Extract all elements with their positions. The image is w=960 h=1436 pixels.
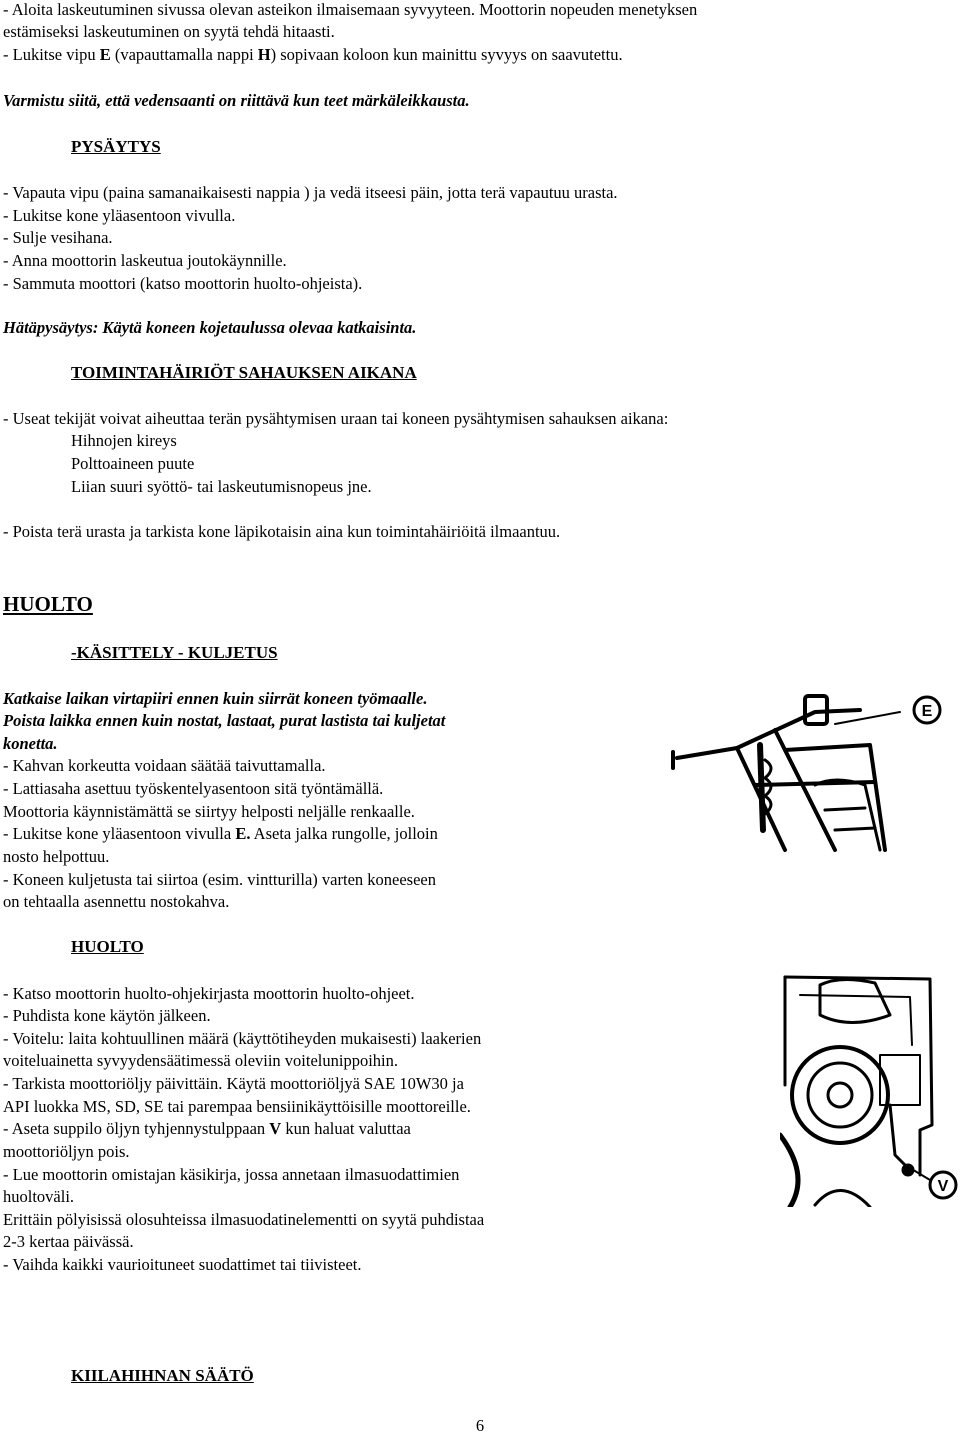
text-line: - Sammuta moottori (katso moottorin huolto-ohjeista). xyxy=(3,274,363,293)
subheading-service: HUOLTO xyxy=(71,937,144,956)
text-line: - Kahvan korkeutta voidaan säätää taivuttamalla. xyxy=(3,756,326,775)
list-item: Polttoaineen puute xyxy=(71,454,195,473)
text-line: - Lattiasaha asettuu työskentelyasentoon sitä työntämällä. xyxy=(3,779,384,798)
text-line: voiteluainetta syvyydensäätimessä oleviin voitelunippoihin. xyxy=(3,1051,399,1070)
text-line: Erittäin pölyisissä olosuhteissa ilmasuodatinelementti on syytä puhdistaa xyxy=(3,1210,485,1229)
text-line: - Lukitse kone yläasentoon vivulla. xyxy=(3,206,236,225)
text-line: estämiseksi laskeutuminen on syytä tehdä hitaasti. xyxy=(3,22,335,41)
text-line: API luokka MS, SD, SE tai parempaa bensiinikäyttöisille moottoreille. xyxy=(3,1097,471,1116)
text-line: - Lukitse kone yläasentoon vivulla E. Aseta jalka rungolle, jolloin xyxy=(3,824,438,843)
callout-label-e: E xyxy=(921,703,933,720)
text-line: 2-3 kertaa päivässä. xyxy=(3,1232,134,1251)
subheading-belt-adjustment: KIILAHIHNAN SÄÄTÖ xyxy=(71,1366,254,1385)
subheading-handling: -KÄSITTELY - KULJETUS xyxy=(71,643,278,662)
text-line: Katkaise laikan virtapiiri ennen kuin siirrät koneen työmaalle. xyxy=(3,689,428,708)
text-line: huoltoväli. xyxy=(3,1187,75,1206)
callout-label-v: V xyxy=(937,1178,949,1195)
text-line: - Useat tekijät voivat aiheuttaa terän pysähtymisen uraan tai koneen pysähtymisen sahauksen aikana: xyxy=(3,409,669,428)
text-line: - Lue moottorin omistajan käsikirja, jossa annetaan ilmasuodattimien xyxy=(3,1165,460,1184)
text-line: nosto helpottuu. xyxy=(3,847,110,866)
text-line: Poista laikka ennen kuin nostat, lastaat, purat lastista tai kuljetat xyxy=(3,711,446,730)
text-line: on tehtaalla asennettu nostokahva. xyxy=(3,892,230,911)
section-heading-maintenance: HUOLTO xyxy=(3,592,93,616)
text-line: - Aloita laskeutuminen sivussa olevan asteikon ilmaisemaan syvyyteen. Moottorin nopeuden menetyksen xyxy=(3,0,698,19)
text-line: - Vapauta vipu (paina samanaikaisesti nappia ) ja vedä itseesi päin, jotta terä vapautuu urasta. xyxy=(3,183,618,202)
emergency-note: Hätäpysäytys: Käytä koneen kojetaulussa olevaa katkaisinta. xyxy=(3,318,417,337)
engine-illustration xyxy=(780,975,958,1207)
text-line: - Anna moottorin laskeutua joutokäynnille. xyxy=(3,251,287,270)
text-line: Moottoria käynnistämättä se siirtyy helposti neljälle renkaalle. xyxy=(3,802,415,821)
text-line: - Puhdista kone käytön jälkeen. xyxy=(3,1006,211,1025)
text-line: - Koneen kuljetusta tai siirtoa (esim. vintturilla) varten koneeseen xyxy=(3,870,436,889)
section-heading-faults: TOIMINTAHÄIRIÖT SAHAUKSEN AIKANA xyxy=(71,363,417,382)
text-line: - Lukitse vipu E (vapauttamalla nappi H) sopivaan koloon kun mainittu syvyys on saavutettu. xyxy=(3,45,623,64)
text-line: - Poista terä urasta ja tarkista kone läpikotaisin aina kun toimintahäiriöitä ilmaantuu. xyxy=(3,522,561,541)
page-number: 6 xyxy=(475,1416,485,1435)
warning-note: Varmistu siitä, että vedensaanti on riittävä kun teet märkäleikkausta. xyxy=(3,91,470,110)
text-line: - Sulje vesihana. xyxy=(3,228,113,247)
text-line: - Tarkista moottoriöljy päivittäin. Käytä moottoriöljyä SAE 10W30 ja xyxy=(3,1074,464,1093)
text-line: - Katso moottorin huolto-ohjekirjasta moottorin huolto-ohjeet. xyxy=(3,984,415,1003)
text-line: - Voitelu: laita kohtuullinen määrä (käyttötiheyden mukaisesti) laakerien xyxy=(3,1029,482,1048)
handle-illustration xyxy=(665,690,945,855)
text-line: moottoriöljyn pois. xyxy=(3,1142,130,1161)
text-line: konetta. xyxy=(3,734,58,753)
section-heading-stop: PYSÄYTYS xyxy=(71,137,161,156)
text-line: - Aseta suppilo öljyn tyhjennystulppaan V kun haluat valuttaa xyxy=(3,1119,411,1138)
list-item: Liian suuri syöttö- tai laskeutumisnopeus jne. xyxy=(71,477,372,496)
list-item: Hihnojen kireys xyxy=(71,431,177,450)
text-line: - Vaihda kaikki vaurioituneet suodattimet tai tiivisteet. xyxy=(3,1255,362,1274)
